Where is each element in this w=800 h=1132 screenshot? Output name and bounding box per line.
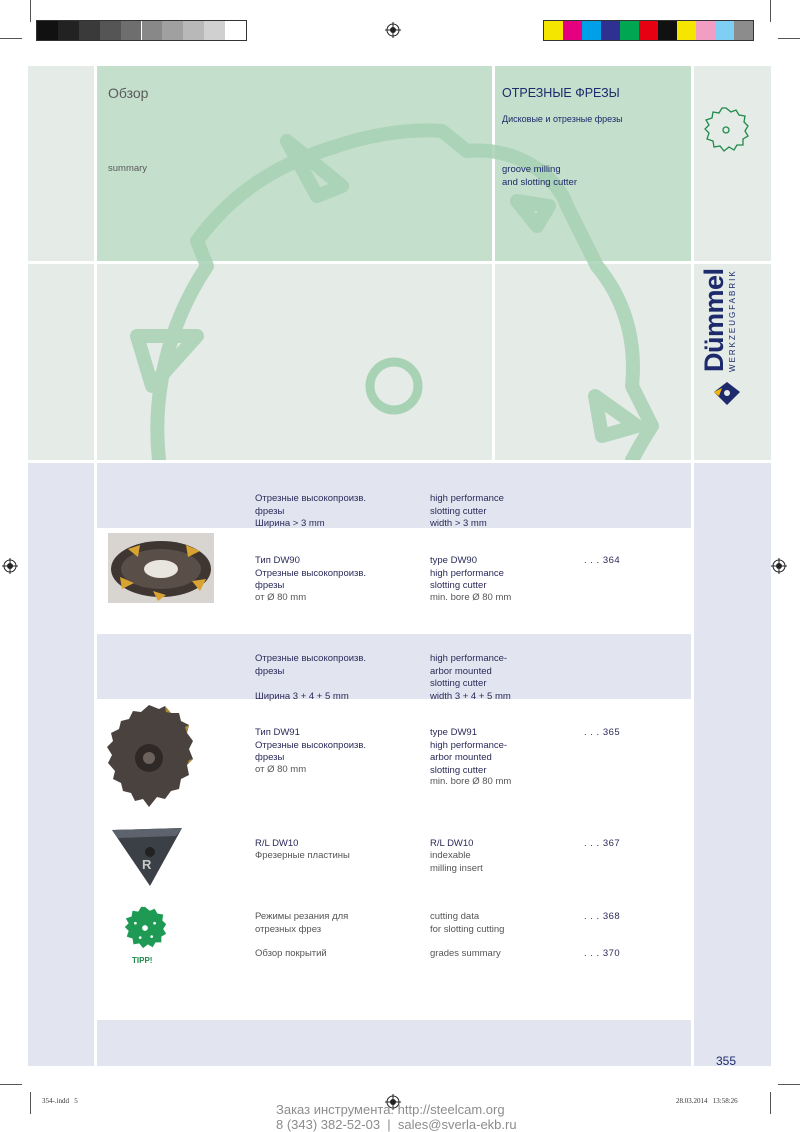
gray-calibration-bar <box>36 20 247 41</box>
saw-blade-watermark-icon <box>97 66 691 460</box>
color-swatch <box>696 21 715 40</box>
item-note-en: min. bore Ø 80 mm <box>430 592 512 603</box>
registration-mark-icon <box>2 558 18 574</box>
item-note-en: min. bore Ø 80 mm <box>430 776 512 787</box>
color-swatch <box>79 21 100 40</box>
color-swatch <box>100 21 121 40</box>
right-margin-panel <box>694 463 771 1066</box>
page-reference-link[interactable]: . . . 364 <box>584 555 621 566</box>
item-note-en: indexable milling insert <box>430 850 483 874</box>
color-swatch <box>58 21 79 40</box>
page-number: 355 <box>716 1054 737 1068</box>
item-note-ru: Режимы резания для отрезных фрез <box>255 911 349 935</box>
group-heading-en: high performance slotting cutter width > 3 mm <box>430 493 504 529</box>
dw90-cutter-image <box>108 533 214 603</box>
group-heading-ru: Отрезные высокопроизв. фрезы Ширина > 3 mm <box>255 493 367 529</box>
section-title: ОТРЕЗНЫЕ ФРЕЗЫ <box>502 86 620 100</box>
page-reference-link[interactable]: . . . 368 <box>584 911 621 922</box>
color-swatch <box>204 21 225 40</box>
crop-mark <box>30 0 31 22</box>
color-swatch <box>37 21 58 40</box>
color-calibration-bar <box>543 20 754 41</box>
slug-date: 28.03.2014 13:58:26 <box>676 1097 738 1105</box>
item-name-ru: Тип DW91 Отрезные высокопроизв. фрезы <box>255 727 367 763</box>
color-swatch <box>544 21 563 40</box>
registration-mark-icon <box>385 22 401 38</box>
item-note-en: cutting data for slotting cutting <box>430 911 505 935</box>
color-swatch <box>225 21 246 40</box>
page-subtitle: summary <box>108 163 148 174</box>
footer-order-line: Заказ инструмента: http://steelcam.org <box>276 1102 505 1117</box>
page-reference-link[interactable]: . . . 370 <box>584 948 621 959</box>
color-swatch <box>715 21 734 40</box>
item-name-ru: R/L DW10 <box>255 838 299 849</box>
page-title: Обзор <box>108 85 149 101</box>
color-swatch <box>734 21 753 40</box>
brand-triangle-icon <box>711 378 743 408</box>
crop-mark <box>778 38 800 39</box>
section-subtitle: Дисковые и отрезные фрезы <box>502 114 623 124</box>
left-margin-panel <box>28 463 94 1066</box>
insert-letter: R <box>142 857 152 872</box>
group-heading-ru: Отрезные высокопроизв. фрезы Ширина 3 + 4 + 5 mm <box>255 653 367 702</box>
brand-wordmark: Dümmel WERKZEUGFABRIK <box>699 268 737 372</box>
page-reference-link[interactable]: . . . 365 <box>584 727 621 738</box>
item-note-ru: от Ø 80 mm <box>255 764 307 775</box>
group-heading-en: high performance- arbor mounted slotting cutter width 3 + 4 + 5 mm <box>430 653 511 702</box>
color-swatch <box>639 21 658 40</box>
item-note-ru: от Ø 80 mm <box>255 592 307 603</box>
color-swatch <box>620 21 639 40</box>
page-reference-link[interactable]: . . . 367 <box>584 838 621 849</box>
tipp-badge: TIPP! <box>132 956 153 965</box>
registration-mark-icon <box>771 558 787 574</box>
footer-contact-line: 8 (343) 382-52-03 | sales@sverla-ekb.ru <box>276 1117 517 1132</box>
color-swatch <box>658 21 677 40</box>
item-note-ru: Обзор покрытий <box>255 948 327 959</box>
dw91-cutter-image <box>103 703 195 811</box>
saw-blade-icon <box>701 105 751 155</box>
color-swatch <box>677 21 696 40</box>
item-note-ru: Фрезерные пластины <box>255 850 350 861</box>
crop-mark <box>30 1092 31 1114</box>
left-margin-panel <box>28 66 94 261</box>
crop-mark <box>778 1084 800 1085</box>
item-name-en: type DW91 high performance- arbor mounted slotting cutter <box>430 727 508 776</box>
color-swatch <box>142 21 163 40</box>
section-english-title: groove milling and slotting cutter <box>502 164 577 188</box>
slug-file: 354-.indd 5 <box>42 1097 78 1105</box>
crop-mark <box>0 1084 22 1085</box>
item-name-en: R/L DW10 <box>430 838 474 849</box>
icon-panel <box>694 66 771 261</box>
crop-mark <box>770 1092 771 1114</box>
crop-mark <box>770 0 771 22</box>
saw-blade-filled-icon <box>121 904 169 952</box>
item-name-ru: Тип DW90 Отрезные высокопроизв. фрезы <box>255 555 367 591</box>
item-note-en: grades summary <box>430 948 501 959</box>
color-swatch <box>601 21 620 40</box>
left-margin-panel <box>28 264 94 460</box>
color-swatch <box>183 21 204 40</box>
color-swatch <box>121 21 142 40</box>
crop-mark <box>0 38 22 39</box>
item-name-en: type DW90 high performance slotting cutter <box>430 555 504 591</box>
color-swatch <box>563 21 582 40</box>
color-swatch <box>582 21 601 40</box>
color-swatch <box>162 21 183 40</box>
